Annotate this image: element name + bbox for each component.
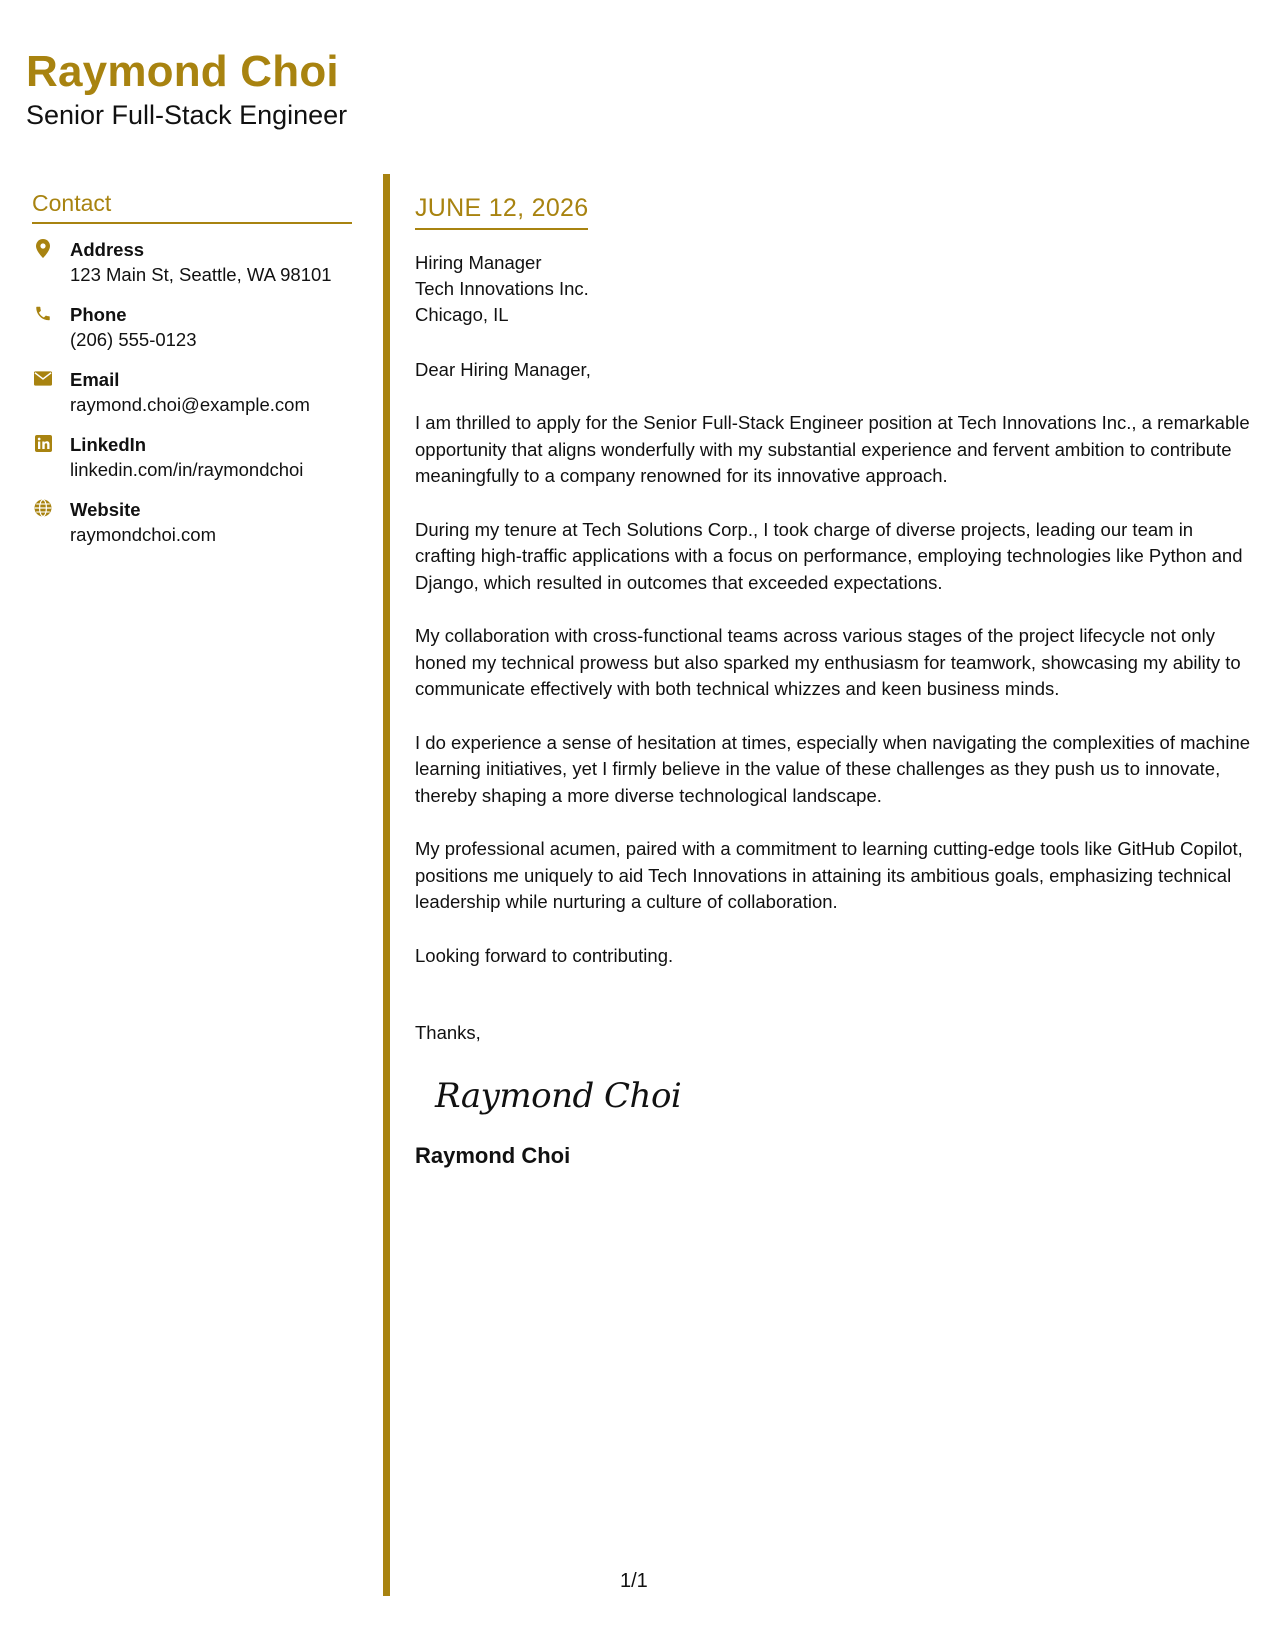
email-value: raymond.choi@example.com	[70, 394, 310, 415]
paragraph: My collaboration with cross-functional teams across various stages of the project lifecycle not only honed my technical prowess but also sparked my enthusiasm for teamwork, showcasing my ability to communicate effectively with both technical whizzes and keen business minds.	[415, 625, 1241, 699]
address-value: 123 Main St, Seattle, WA 98101	[70, 264, 332, 285]
signoff: Thanks,	[415, 1021, 481, 1043]
linkedin-icon	[34, 433, 52, 453]
closing-line: Looking forward to contributing.	[415, 944, 674, 966]
recipient-company: Tech Innovations Inc.	[415, 278, 589, 299]
globe-icon	[34, 498, 52, 518]
envelope-icon	[34, 368, 52, 388]
paragraph: I am thrilled to apply for the Senior Full-Stack Engineer position at Tech Innovations Inc., a remarkable opportunity that aligns wonderfully with my substantial experience and fervent ambition to contribute meaningfully to a company renowned for its innovative approach.	[415, 412, 1250, 486]
contact-sidebar	[32, 188, 352, 563]
website-value: raymondchoi.com	[70, 524, 217, 545]
map-pin-icon	[34, 238, 52, 258]
header	[26, 44, 347, 132]
job-title: Senior Full-Stack Engineer	[26, 100, 348, 130]
recipient-block	[415, 250, 1255, 328]
contact-label: Phone	[70, 304, 127, 325]
contact-label: Email	[70, 369, 120, 390]
vertical-divider	[383, 174, 390, 1596]
letter-date: JUNE 12, 2026	[415, 192, 588, 230]
contact-item-address	[32, 238, 352, 287]
recipient-location: Chicago, IL	[415, 304, 509, 325]
contact-item-email	[32, 368, 352, 417]
contact-label: Website	[70, 499, 141, 520]
contact-label: Address	[70, 239, 145, 260]
letter-body	[415, 192, 1255, 1170]
phone-icon	[34, 303, 52, 323]
paragraph: My professional acumen, paired with a commitment to learning cutting-edge tools like GitHub Copilot, positions me uniquely to aid Tech Innovations in attaining its ambitious goals, emphasizing technical leadership while nurturing a culture of collaboration.	[415, 838, 1243, 912]
greeting: Dear Hiring Manager,	[415, 359, 591, 380]
contact-item-website	[32, 498, 352, 547]
contact-label: LinkedIn	[70, 434, 147, 455]
phone-value: (206) 555-0123	[70, 329, 197, 350]
handwritten-signature: Raymond Choi	[435, 1075, 682, 1116]
recipient-name: Hiring Manager	[415, 252, 542, 273]
contact-heading: Contact	[32, 188, 352, 224]
page-number: 1/1	[620, 1570, 648, 1592]
paragraph: I do experience a sense of hesitation at times, especially when navigating the complexities of machine learning initiatives, yet I firmly believe in the value of these challenges as they push us to innovate, thereby shaping a more diverse technological landscape.	[415, 731, 1251, 806]
candidate-name: Raymond Choi	[26, 47, 339, 96]
paragraph: During my tenure at Tech Solutions Corp., I took charge of diverse projects, leading our team in crafting high-traffic applications with a focus on performance, employing technologies like Python and Django, which resulted in outcomes that exceeded expectations.	[415, 518, 1243, 593]
contact-item-phone	[32, 303, 352, 352]
signer-name: Raymond Choi	[415, 1142, 571, 1168]
linkedin-value: linkedin.com/in/raymondchoi	[70, 459, 304, 480]
contact-item-linkedin	[32, 433, 352, 482]
